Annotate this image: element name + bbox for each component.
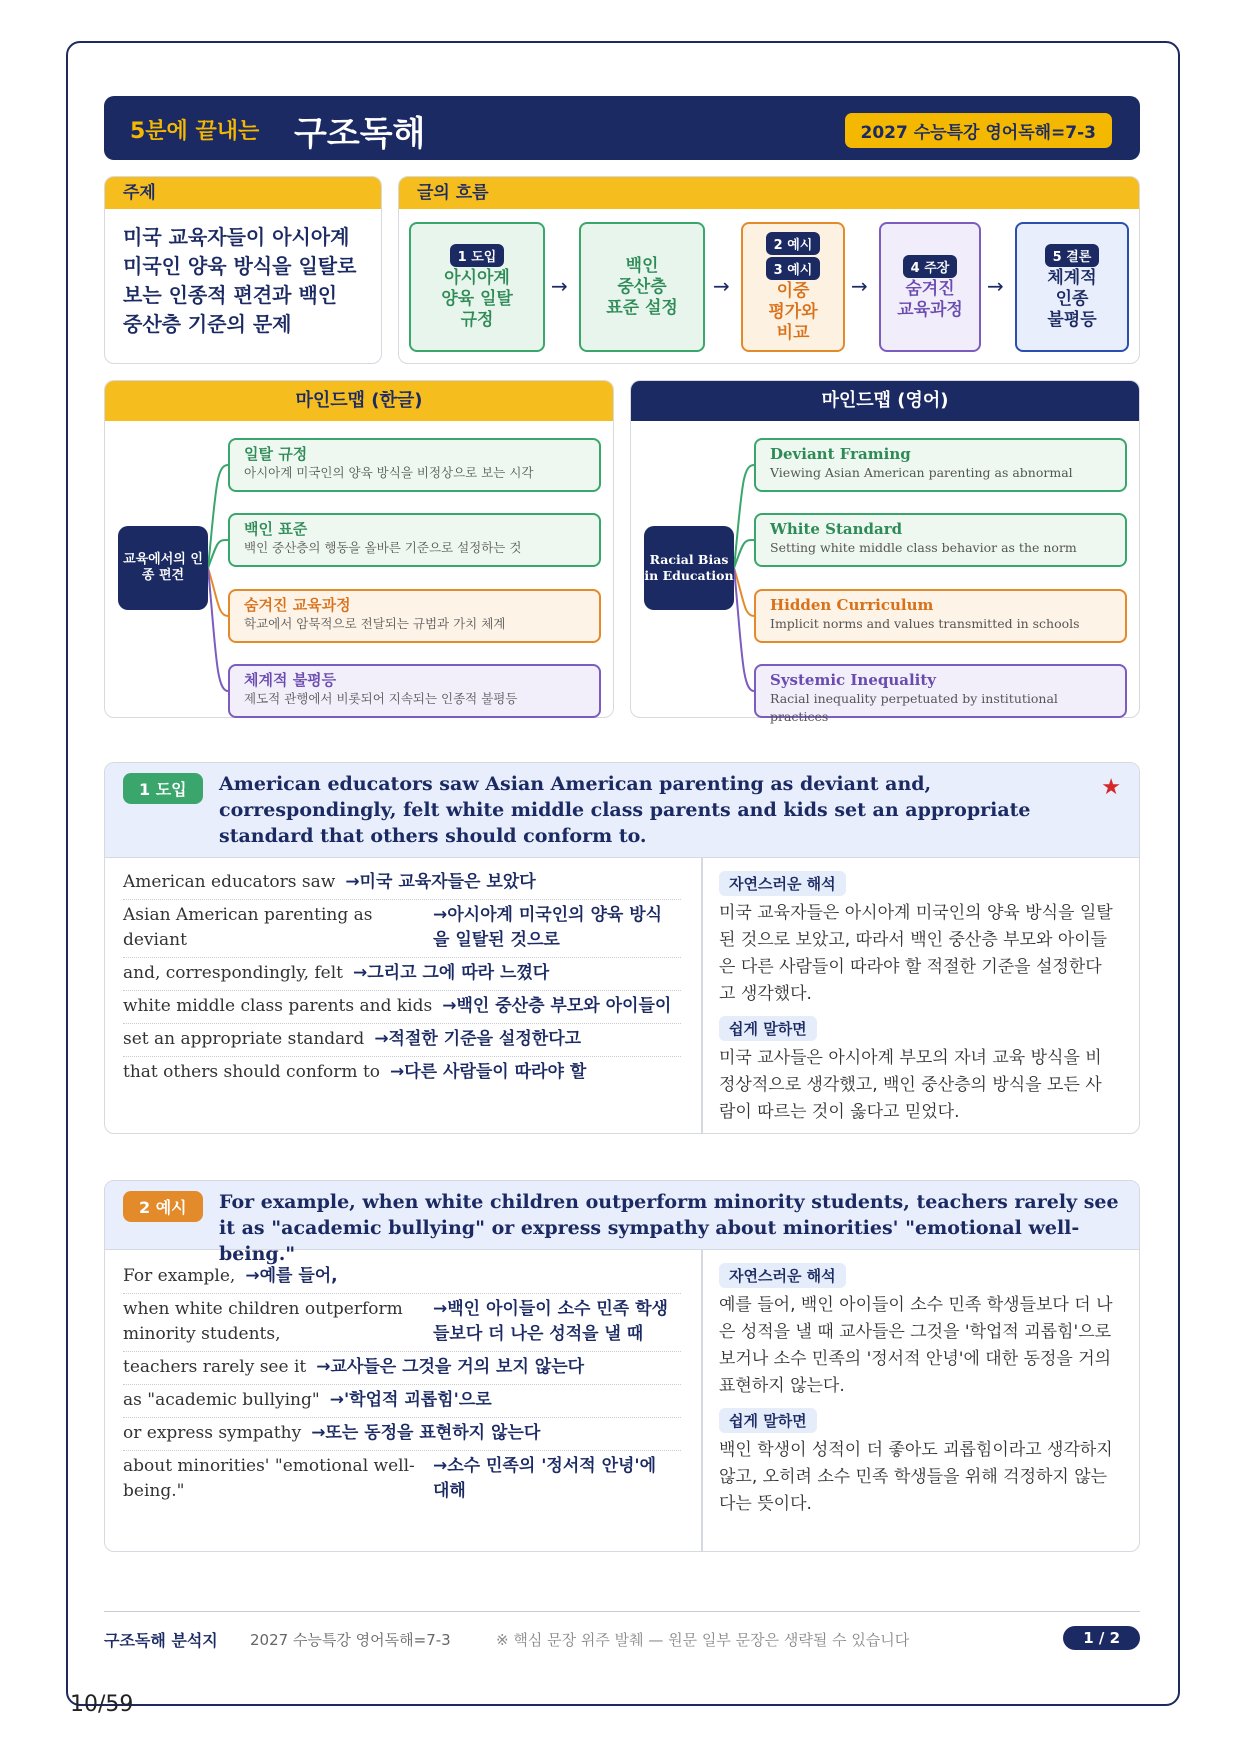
divider: [701, 857, 703, 1134]
node-desc: 제도적 관행에서 비롯되어 지속되는 인종적 불평등: [244, 691, 518, 706]
sentence-tag: 1 도입: [123, 773, 203, 804]
flow-step-examples: [741, 222, 845, 352]
source-badge: 2027 수능특강 영어독해=7-3: [845, 113, 1112, 148]
easy-label: 쉽게 말하면: [719, 1408, 817, 1433]
sentence-text: American educators saw Asian American parenting as deviant and, correspondingly, felt white middle class parents and kids set an appropriate standard that others should conform to.: [219, 773, 1031, 847]
chunk-en: American educators saw: [123, 872, 336, 892]
topic-text: [105, 209, 381, 339]
node-title: 체계적 불평등: [244, 671, 337, 689]
sentence-text: For example, when white children outperform minority students, teachers rarely see it as "academic bullying" or express sympathy about minorities' "emotional well-being.": [219, 1191, 1119, 1265]
node-title: 백인 표준: [244, 520, 308, 538]
interpretation-panel: [719, 1263, 1117, 1526]
flow-line: 체계적: [1047, 268, 1097, 288]
flow-step-intro: [409, 222, 545, 352]
chunk-en: and, correspondingly, felt: [123, 963, 343, 983]
chunk-en: teachers rarely see it: [123, 1357, 307, 1377]
topic-box: [104, 176, 382, 364]
mindmap-node: [754, 513, 1127, 567]
topic-line: 미국 교육자들이 아시아계: [123, 225, 350, 249]
sentence-header: [105, 763, 1139, 858]
mindmap-node: [228, 438, 601, 492]
mindmap-node: [754, 589, 1127, 643]
topic-line: 보는 인종적 편견과 백인: [123, 283, 338, 307]
mindmap-node: [228, 589, 601, 643]
topic-label: 주제: [105, 177, 381, 209]
flow-line: 백인: [625, 255, 659, 276]
chunk-row: [123, 1024, 681, 1057]
flow-tag: 4 주장: [903, 255, 958, 278]
sentence-card-2: [104, 1180, 1140, 1552]
node-title: 일탈 규정: [244, 445, 308, 463]
chunk-en: set an appropriate standard: [123, 1029, 365, 1049]
chunk-en: For example,: [123, 1266, 236, 1286]
mindmap-english-label: 마인드맵 (영어): [631, 381, 1139, 421]
chunk-en: white middle class parents and kids: [123, 996, 433, 1016]
node-desc: Viewing Asian American parenting as abnormal: [770, 465, 1073, 480]
chunk-row: [123, 1261, 681, 1294]
topic-line: 중산층 기준의 문제: [123, 312, 292, 336]
chunk-ko: →백인 중산층 부모와 아이들이: [442, 996, 672, 1016]
chunk-en: Asian American parenting as deviant: [123, 905, 373, 950]
natural-text: 예를 들어, 백인 아이들이 소수 민족 학생들보다 더 나은 성적을 낼 때 교사들은 그것을 '학업적 괴롭힘'으로 보거나 소수 민족의 '정서적 안녕'에 대한 동정을 거의 표현하지 않는다.: [719, 1295, 1113, 1396]
node-desc: 아시아계 미국인의 양육 방식을 비정상으로 보는 시각: [244, 465, 534, 480]
flow-tag: 2 예시: [766, 232, 821, 255]
flow-line: 양육 일탈: [441, 289, 513, 309]
footer-title: 구조독해 분석지: [104, 1631, 218, 1650]
natural-text: 미국 교육자들은 아시아계 미국인의 양육 방식을 일탈된 것으로 보았고, 따라서 백인 중산층 부모와 아이들은 다른 사람들이 따라야 할 적절한 기준을 설정한다고 생각했다.: [719, 903, 1113, 1004]
mindmap-node: [754, 664, 1127, 724]
flow-step-conclusion: [1015, 222, 1129, 352]
flow-step-claim: [879, 222, 981, 352]
flow-tag: 3 예시: [766, 257, 821, 280]
chunk-ko: →교사들은 그것을 거의 보지 않는다: [316, 1357, 585, 1377]
easy-text: 백인 학생이 성적이 더 좋아도 괴롭힘이라고 생각하지 않고, 오히려 소수 민족 학생들을 위해 걱정하지 않는다는 뜻이다.: [719, 1440, 1113, 1514]
flow-line: 이중: [776, 280, 810, 301]
sentence-card-1: [104, 762, 1140, 1134]
flow-line: 표준 설정: [606, 297, 678, 318]
mindmap-korean-label: 마인드맵 (한글): [105, 381, 613, 421]
footer-source: 2027 수능특강 영어독해=7-3: [250, 1631, 451, 1649]
flow-line: 아시아계: [444, 268, 510, 288]
node-desc: 백인 중산층의 행동을 올바른 기준으로 설정하는 것: [244, 540, 522, 555]
chunk-en: when white children outperform minority students,: [123, 1299, 403, 1344]
natural-label: 자연스러운 해석: [719, 1263, 846, 1288]
node-desc: Implicit norms and values transmitted in schools: [770, 616, 1080, 631]
chunk-list: [123, 1261, 681, 1508]
star-icon: ★: [1101, 775, 1121, 800]
node-title: Deviant Framing: [770, 445, 911, 463]
footer-page-badge: 1 / 2: [1063, 1626, 1140, 1650]
node-desc: Racial inequality perpetuated by institutional practices: [770, 691, 1058, 724]
chunk-en: or express sympathy: [123, 1423, 302, 1443]
chunk-row: [123, 991, 681, 1024]
flow-tag: 1 도입: [450, 244, 505, 267]
chunk-list: [123, 867, 681, 1089]
mindmap-node: [754, 438, 1127, 492]
flow-line: 숨겨진: [905, 278, 955, 299]
easy-label: 쉽게 말하면: [719, 1016, 817, 1041]
chunk-ko: →소수 민족의 '정서적 안녕'에 대해: [433, 1456, 657, 1501]
topic-line: 미국인 양육 방식을 일탈로: [123, 254, 357, 278]
chunk-en: that others should conform to: [123, 1062, 381, 1082]
chunk-ko: →또는 동정을 표현하지 않는다: [311, 1423, 541, 1443]
node-title: 숨겨진 교육과정: [244, 596, 351, 614]
header-subtitle: 5분에 끝내는: [130, 119, 260, 144]
flow-line: 불평등: [1047, 310, 1097, 330]
flow-line: 중산층: [617, 276, 667, 297]
chunk-row: [123, 1418, 681, 1451]
chunk-row: [123, 1352, 681, 1385]
chunk-ko: →적절한 기준을 설정한다고: [374, 1029, 582, 1049]
sentence-tag: 2 예시: [123, 1191, 203, 1222]
flow-step-standard: [579, 222, 705, 352]
flow-arrow: →: [987, 274, 1004, 298]
chunk-ko: →백인 아이들이 소수 민족 학생들보다 더 나은 성적을 낼 때: [433, 1299, 668, 1344]
easy-text: 미국 교사들은 아시아계 부모의 자녀 교육 방식을 비정상적으로 생각했고, 백인 중산층의 방식을 모든 사람이 따르는 것이 옳다고 믿었다.: [719, 1048, 1102, 1122]
mindmap-node: [228, 664, 601, 718]
chunk-ko: →'학업적 괴롭힘'으로: [329, 1390, 492, 1410]
divider: [701, 1249, 703, 1552]
page-number: 10/59: [70, 1692, 134, 1717]
footer-note: ※ 핵심 문장 위주 발췌 — 원문 일부 문장은 생략될 수 있습니다: [496, 1631, 910, 1649]
flow-line: 비교: [776, 322, 810, 343]
chunk-row: [123, 900, 681, 958]
node-desc: 학교에서 암묵적으로 전달되는 규범과 가치 체계: [244, 616, 506, 631]
page-title: 구조독해: [294, 114, 426, 154]
chunk-row: [123, 1057, 681, 1089]
flow-line: 규정: [460, 310, 494, 330]
mindmap-core: 교육에서의 인종 편견: [118, 526, 208, 610]
mindmap-node: [228, 513, 601, 567]
flow-tag: 5 결론: [1045, 244, 1100, 267]
chunk-ko: →그리고 그에 따라 느꼈다: [353, 963, 550, 983]
chunk-ko: →미국 교육자들은 보았다: [345, 872, 536, 892]
chunk-en: as "academic bullying": [123, 1390, 320, 1410]
chunk-row: [123, 867, 681, 900]
chunk-row: [123, 1451, 681, 1508]
natural-label: 자연스러운 해석: [719, 871, 846, 896]
sentence-header: [105, 1181, 1139, 1265]
interpretation-panel: [719, 871, 1117, 1134]
node-title: Systemic Inequality: [770, 671, 937, 689]
chunk-row: [123, 958, 681, 991]
chunk-ko: →아시아계 미국인의 양육 방식을 일탈된 것으로: [433, 905, 663, 950]
flow-label: 글의 흐름: [399, 177, 1139, 209]
flow-arrow: →: [551, 274, 568, 298]
node-desc: Setting white middle class behavior as the norm: [770, 540, 1077, 555]
mindmap-core: Racial Bias in Education: [644, 526, 734, 610]
flow-line: 평가와: [768, 301, 818, 322]
flow-line: 교육과정: [897, 299, 963, 320]
chunk-ko: →예를 들어,: [245, 1266, 338, 1286]
page-footer: [104, 1611, 1140, 1650]
flow-line: 인종: [1055, 289, 1089, 309]
chunk-en: about minorities' "emotional well-being.": [123, 1456, 415, 1501]
node-title: Hidden Curriculum: [770, 596, 934, 614]
page-header: [104, 96, 1140, 160]
flow-arrow: →: [713, 274, 730, 298]
chunk-row: [123, 1385, 681, 1418]
node-title: White Standard: [770, 520, 903, 538]
chunk-row: [123, 1294, 681, 1352]
flow-arrow: →: [851, 274, 868, 298]
chunk-ko: →다른 사람들이 따라야 할: [390, 1062, 587, 1082]
